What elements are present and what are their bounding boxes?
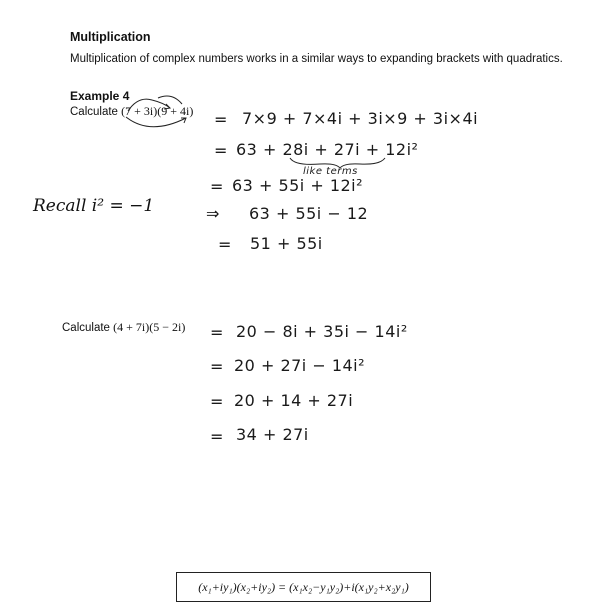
example-5-expression: (4 + 7i)(5 − 2i) xyxy=(113,320,186,334)
example-4-line-4: 63 + 55i − 12 xyxy=(249,204,369,223)
example-5-op-3: = xyxy=(210,392,224,411)
example-4-expression: (7 + 3i)(9 + 4i) xyxy=(121,104,194,118)
example-4-op-4: ⇒ xyxy=(206,204,220,223)
example-4-op-3: = xyxy=(210,177,224,196)
example-4-line-1: 7×9 + 7×4i + 3i×9 + 3i×4i xyxy=(242,109,479,128)
example-4-line-3: 63 + 55i + 12i² xyxy=(232,176,364,195)
expansion-arrow-small xyxy=(158,96,182,104)
like-terms-note: like terms xyxy=(303,166,358,177)
example-5-op-4: = xyxy=(210,427,224,446)
section-title: Multiplication xyxy=(70,30,151,44)
calculate-label: Calculate xyxy=(70,106,118,118)
example-5-op-1: = xyxy=(210,323,224,342)
example-5-op-2: = xyxy=(210,357,224,376)
formula-box xyxy=(176,572,431,602)
example-4-heading: Example 4 xyxy=(70,89,130,103)
example-4-line-5: 51 + 55i xyxy=(250,234,323,253)
calculate-label: Calculate xyxy=(62,322,110,334)
recall-note: Recall i² = −1 xyxy=(33,196,155,216)
example-5-line-2: 20 + 27i − 14i² xyxy=(234,356,366,375)
intro-text: Multiplication of complex numbers works in a similar ways to expanding brackets with quadratics. xyxy=(70,53,563,65)
example-4-line-2: 63 + 28i + 27i + 12i² xyxy=(236,140,419,159)
example-5-line-1: 20 − 8i + 35i − 14i² xyxy=(236,322,408,341)
example-5-line-4: 34 + 27i xyxy=(236,425,309,444)
example-4-op-2: = xyxy=(214,141,228,160)
example-4-op-1: = xyxy=(214,110,228,129)
example-5-line-3: 20 + 14 + 27i xyxy=(234,391,354,410)
example-5-prompt xyxy=(62,320,185,335)
example-4-prompt xyxy=(70,104,193,119)
multiplication-formula: (x₁+iy₁)(x₂+iy₂) = (x₁x₂−y₁y₂)+i(x₁y₂+x₂y₁) xyxy=(198,579,409,594)
example-4-op-5: = xyxy=(218,235,232,254)
